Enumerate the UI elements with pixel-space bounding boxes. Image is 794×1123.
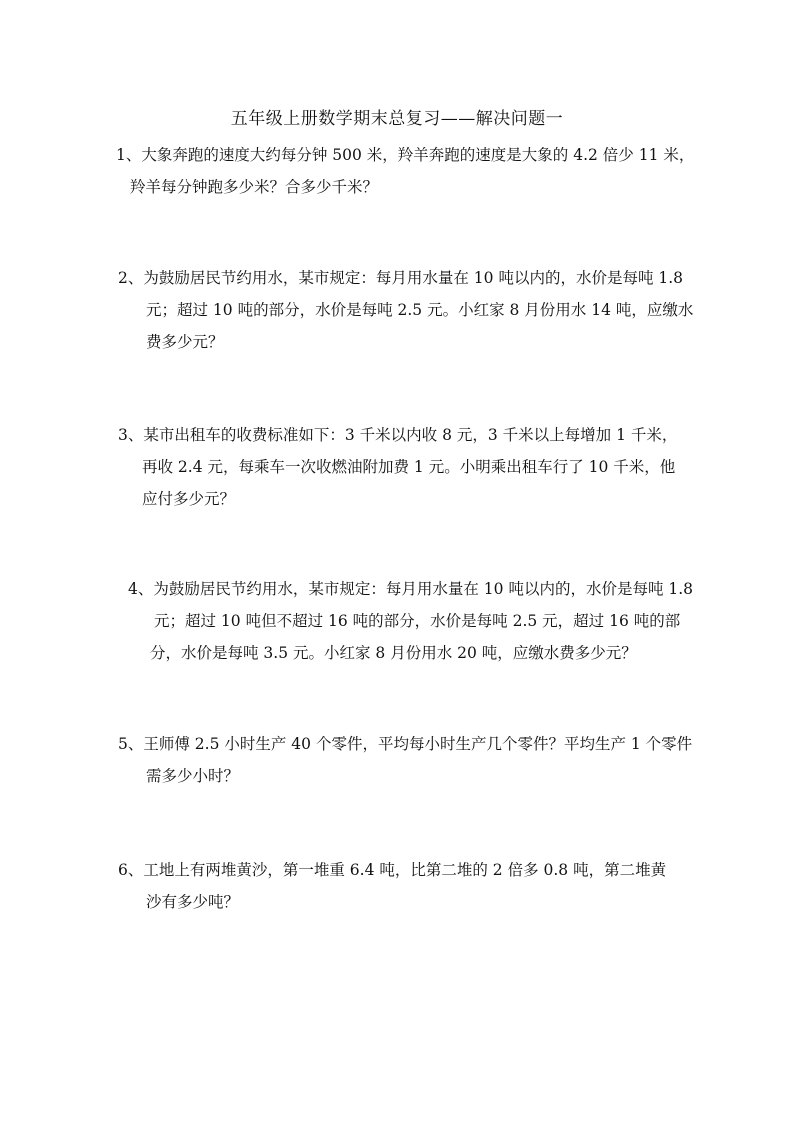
- question-5-line-1: 5、王师傅 2.5 小时生产 40 个零件，平均每小时生产几个零件？平均生产 1 个零件: [118, 735, 693, 753]
- question-2-line-3: 费多少元？: [146, 333, 224, 351]
- question-6-line-1: 6、工地上有两堆黄沙，第一堆重 6.4 吨，比第二堆的 2 倍多 0.8 吨，第二堆黄: [118, 861, 667, 879]
- question-4: [128, 573, 693, 669]
- question-3-line-1: 3、某市出租车的收费标准如下：3 千米以内收 8 元，3 千米以上每增加 1 千米，: [118, 426, 678, 444]
- question-3: [118, 419, 677, 515]
- question-1-line-2: 羚羊每分钟跑多少米？合多少千米？: [130, 178, 379, 196]
- question-1: [116, 139, 694, 203]
- question-6-line-2: 沙有多少吨？: [146, 893, 240, 911]
- question-5: [118, 728, 692, 792]
- question-2-line-2: 元；超过 10 吨的部分，水价是每吨 2.5 元。小红家 8 月份用水 14 吨，应缴水: [146, 301, 694, 319]
- question-2-line-1: 2、为鼓励居民节约用水，某市规定：每月用水量在 10 吨以内的，水价是每吨 1.8: [118, 269, 684, 287]
- question-3-line-3: 应付多少元？: [142, 490, 236, 508]
- question-5-line-2: 需多少小时？: [146, 767, 240, 785]
- question-2: [118, 262, 693, 358]
- question-1-line-1: 1、大象奔跑的速度大约每分钟 500 米，羚羊奔跑的速度是大象的 4.2 倍少 11 米，: [116, 146, 695, 164]
- question-4-line-3: 分，水价是每吨 3.5 元。小红家 8 月份用水 20 吨，应缴水费多少元？: [150, 644, 637, 662]
- question-4-line-2: 元；超过 10 吨但不超过 16 吨的部分，水价是每吨 2.5 元，超过 16 吨的部: [154, 612, 681, 630]
- question-3-line-2: 再收 2.4 元，每乘车一次收燃油附加费 1 元。小明乘出租车行了 10 千米，他: [142, 458, 676, 476]
- question-6: [118, 854, 666, 918]
- question-4-line-1: 4、为鼓励居民节约用水，某市规定：每月用水量在 10 吨以内的，水价是每吨 1.8: [128, 580, 694, 598]
- page-title: 五年级上册数学期末总复习——解决问题一: [230, 109, 564, 129]
